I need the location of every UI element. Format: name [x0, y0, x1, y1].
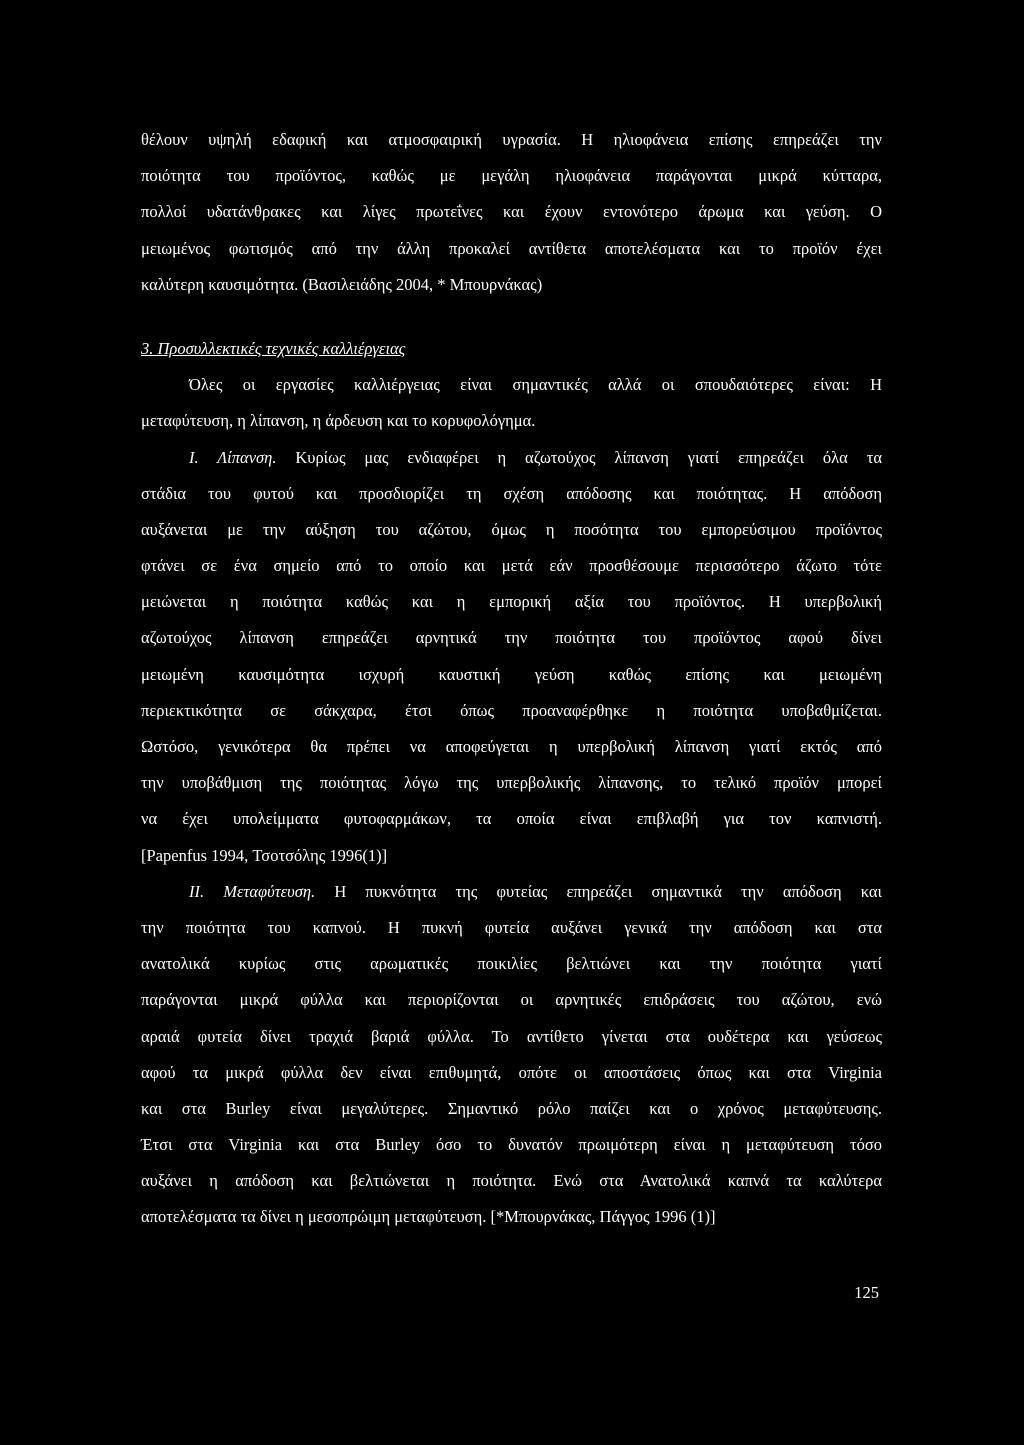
- text-line: να έχει υπολείμματα φυτοφαρμάκων, τα οποία είναι επιβλαβή για τον καπνιστή.: [141, 809, 882, 829]
- text-line: μειωμένος φωτισμός από την άλλη προκαλεί αντίθετα αποτελέσματα και το προϊόν έχει: [141, 238, 882, 258]
- text-line: αζωτούχος λίπανση επηρεάζει αρνητικά την ποιότητα του προϊόντος αφού δίνει: [141, 628, 882, 648]
- text-line: [Papenfus 1994, Τσοτσόλης 1996(1)]: [141, 845, 388, 865]
- text-line: πολλοί υδατάνθρακες και λίγες πρωτεΐνες και έχουν εντονότερο άρωμα και γεύση. Ο: [141, 202, 882, 222]
- subsection-label: Ι. Λίπανση.: [189, 447, 277, 467]
- text-line: την ποιότητα του καπνού. Η πυκνή φυτεία αυξάνει γενικά την απόδοση και στα: [141, 917, 882, 937]
- text-line: φτάνει σε ένα σημείο από το οποίο και μετά εάν προσθέσουμε περισσότερο άζωτο τότε: [141, 556, 882, 576]
- text-line: την υποβάθμιση της ποιότητας λόγω της υπερβολικής λίπανσης, το τελικό προϊόν μπορεί: [141, 773, 882, 793]
- text-line: στάδια του φυτού και προσδιορίζει τη σχέση απόδοσης και ποιότητας. Η απόδοση: [141, 483, 882, 503]
- text-line: αποτελέσματα τα δίνει η μεσοπρώιμη μεταφύτευση. [*Μπουρνάκας, Πάγγος 1996 (1)]: [141, 1207, 716, 1227]
- page-number: 125: [854, 1283, 879, 1302]
- text-line: αυξάνεται με την αύξηση του αζώτου, όμως η ποσότητα του εμπορεύσιμου προϊόντος: [141, 519, 882, 539]
- text-line: και στα Burley είναι μεγαλύτερες. Σημαντικό ρόλο παίζει και ο χρόνος μεταφύτευσης.: [141, 1098, 882, 1118]
- section-heading: [141, 331, 882, 367]
- text-line: Όλες οι εργασίες καλλιέργειας είναι σημαντικές αλλά οι σπουδαιότερες είναι: Η: [189, 375, 882, 395]
- subsection-label: ΙΙ. Μεταφύτευση.: [189, 881, 316, 901]
- text-line: μεταφύτευση, η λίπανση, η άρδευση και το κορυφολόγημα.: [141, 411, 536, 431]
- section-heading-text: 3. Προσυλλεκτικές τεχνικές καλλιέργειας: [141, 338, 406, 358]
- text-line: ποιότητα του προϊόντος, καθώς με μεγάλη ηλιοφάνεια παράγονται μικρά κύτταρα,: [141, 166, 882, 186]
- subsection-text: Η πυκνότητα της φυτείας επηρεάζει σημαντικά την απόδοση και: [315, 881, 882, 901]
- text-line: Έτσι στα Virginia και στα Burley όσο το δυνατόν πρωιμότερη είναι η μεταφύτευση τόσο: [141, 1135, 882, 1155]
- text-line: αφού τα μικρά φύλλα δεν είναι επιθυμητά, οπότε οι αποστάσεις όπως και στα Virginia: [141, 1062, 882, 1082]
- text-line: καλύτερη καυσιμότητα. (Βασιλειάδης 2004, * Μπουρνάκας): [141, 274, 543, 294]
- text-line: Ωστόσο, γενικότερα θα πρέπει να αποφεύγεται η υπερβολική λίπανση γιατί εκτός από: [141, 737, 882, 756]
- text-line: μειώνεται η ποιότητα καθώς και η εμπορική αξία του προϊόντος. Η υπερβολική: [141, 592, 882, 612]
- paragraph-intro: [141, 122, 882, 303]
- subsection-text: Κυρίως μας ενδιαφέρει η αζωτούχος λίπανση γιατί επηρεάζει όλα τα: [276, 447, 882, 467]
- document-body: [141, 122, 882, 1236]
- subsection-first-line: [141, 440, 882, 476]
- text-line: ανατολικά κυρίως στις αρωματικές ποικιλίες βελτιώνει και την ποιότητα γιατί: [141, 954, 882, 974]
- text-line: θέλουν υψηλή εδαφική και ατμοσφαιρική υγρασία. Η ηλιοφάνεια επίσης επηρεάζει την: [141, 130, 882, 149]
- spacer: [141, 303, 882, 331]
- text-line: παράγονται μικρά φύλλα και περιορίζονται οι αρνητικές επιδράσεις του αζώτου, ενώ: [141, 990, 882, 1010]
- text-line: περιεκτικότητα σε σάκχαρα, έτσι όπως προαναφέρθηκε η ποιότητα υποβαθμίζεται.: [141, 700, 882, 720]
- subsection-first-line: [141, 874, 882, 910]
- text-line: αυξάνει η απόδοση και βελτιώνεται η ποιότητα. Ενώ στα Ανατολικά καπνά τα καλύτερα: [141, 1171, 882, 1191]
- text-line: αραιά φυτεία δίνει τραχιά βαριά φύλλα. Το αντίθετο γίνεται στα ουδέτερα και γεύσεως: [141, 1026, 882, 1046]
- text-line: μειωμένη καυσιμότητα ισχυρή καυστική γεύση καθώς επίσης και μειωμένη: [141, 664, 882, 684]
